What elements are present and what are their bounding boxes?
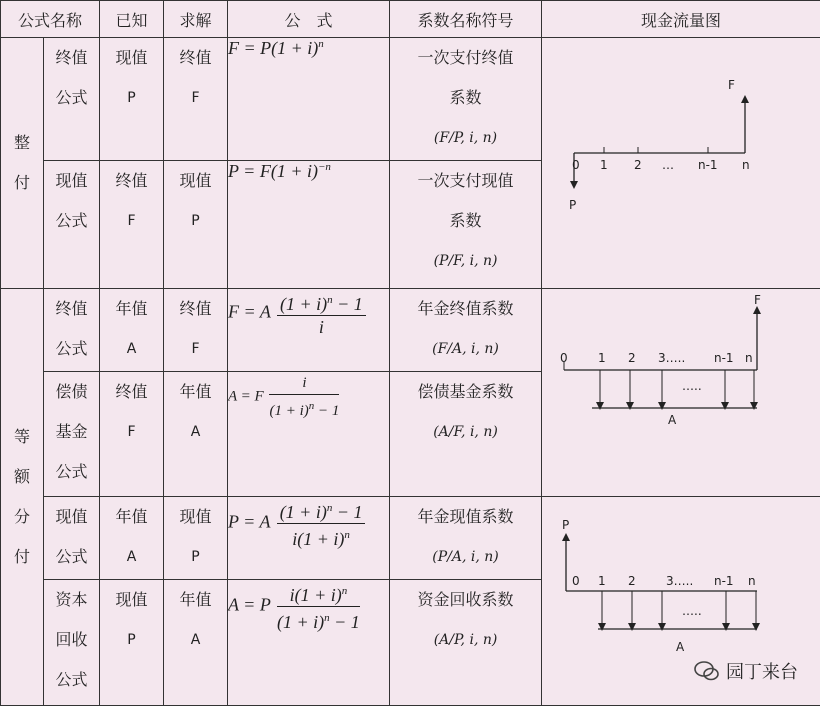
row-coef: 年金终值系数 (F/A, i, n) xyxy=(390,289,542,372)
svg-text:0: 0 xyxy=(572,573,580,588)
row-coef: 偿债基金系数 (A/F, i, n) xyxy=(390,371,542,496)
watermark xyxy=(694,658,798,684)
svg-text:0: 0 xyxy=(560,351,568,366)
row-formula: F = A $\frac{(1 + i)^n - 1}{i}$ xyxy=(228,289,390,372)
row-formula: A = F $\frac{i}{(1 + i)^n - 1}$ xyxy=(228,371,390,496)
header-coef: 系数名称符号 xyxy=(390,1,542,38)
row-formula: $F = P(1 + i)^n$ xyxy=(228,38,390,160)
cashflow-diagram-single xyxy=(542,41,820,281)
diagram-label-bottom: A xyxy=(668,413,677,428)
svg-text:3…..: 3….. xyxy=(658,351,686,366)
svg-text:1: 1 xyxy=(598,351,606,366)
svg-text:n-1: n-1 xyxy=(698,158,718,173)
diagram-label-top: F xyxy=(754,293,761,308)
diagram-label-bottom: P xyxy=(569,198,577,213)
table-row xyxy=(1,496,820,579)
row-formula: A = P $\frac{i(1 + i)^n}{(1 + i)^n - 1}$ xyxy=(228,579,390,705)
header-formula: 公 式 xyxy=(228,1,390,38)
row-coef: 一次支付终值 系数 (F/P, i, n) xyxy=(390,38,542,160)
svg-text:1: 1 xyxy=(600,158,608,173)
row-solve: 现值 P xyxy=(164,496,228,579)
row-solve: 终值 F xyxy=(164,38,228,160)
group-label-uniform: 等 额 分 付 xyxy=(1,289,44,706)
row-known: 终值 F xyxy=(100,160,164,288)
cashflow-diagram-annuity-future xyxy=(542,290,820,490)
header-row xyxy=(1,1,820,38)
row-known: 现值 P xyxy=(100,579,164,705)
svg-text:n: n xyxy=(748,573,756,588)
svg-text:n-1: n-1 xyxy=(714,351,734,366)
svg-text:1: 1 xyxy=(598,573,606,588)
row-coef: 一次支付现值 系数 (P/F, i, n) xyxy=(390,160,542,288)
row-name: 现值 公式 xyxy=(44,496,100,579)
svg-text:2: 2 xyxy=(628,573,636,588)
row-solve: 年值 A xyxy=(164,579,228,705)
header-known: 已知 xyxy=(100,1,164,38)
row-name: 现值 公式 xyxy=(44,160,100,288)
header-diagram: 现金流量图 xyxy=(542,1,820,38)
watermark-text: 园丁来台 xyxy=(726,662,798,683)
row-known: 现值 P xyxy=(100,38,164,160)
row-formula: $P = F(1 + i)^{-n}$ xyxy=(228,160,390,288)
row-solve: 年值 A xyxy=(164,371,228,496)
svg-text:2: 2 xyxy=(628,351,636,366)
row-name: 偿债 基金 公式 xyxy=(44,371,100,496)
row-coef: 资金回收系数 (A/P, i, n) xyxy=(390,579,542,705)
svg-text:2: 2 xyxy=(634,158,642,173)
svg-text:3…..: 3….. xyxy=(666,573,694,588)
svg-text:0: 0 xyxy=(572,158,580,173)
row-name: 资本 回收 公式 xyxy=(44,579,100,705)
cashflow-diagram-future-cell xyxy=(542,289,820,496)
svg-text:…..: ….. xyxy=(682,603,702,618)
row-solve: 终值 F xyxy=(164,289,228,372)
svg-text:n: n xyxy=(745,351,753,366)
row-known: 年值 A xyxy=(100,289,164,372)
svg-text:…..: ….. xyxy=(682,379,702,394)
diagram-label-top: P xyxy=(562,517,570,532)
table-row xyxy=(1,38,820,160)
cashflow-diagram-single-cell xyxy=(542,38,820,289)
table-row xyxy=(1,289,820,372)
header-name: 公式名称 xyxy=(1,1,100,38)
row-solve: 现值 P xyxy=(164,160,228,288)
svg-text:…: … xyxy=(662,158,675,173)
header-solve: 求解 xyxy=(164,1,228,38)
row-name: 终值 公式 xyxy=(44,289,100,372)
group-label-lump: 整 付 xyxy=(1,38,44,289)
row-formula: P = A $\frac{(1 + i)^n - 1}{i(1 + i)^n}$ xyxy=(228,496,390,579)
wechat-icon xyxy=(694,660,720,682)
row-known: 终值 F xyxy=(100,371,164,496)
svg-text:n-1: n-1 xyxy=(714,573,734,588)
row-coef: 年金现值系数 (P/A, i, n) xyxy=(390,496,542,579)
diagram-label-top: F xyxy=(728,78,735,93)
svg-text:n: n xyxy=(742,158,750,173)
row-known: 年值 A xyxy=(100,496,164,579)
diagram-label-bottom: A xyxy=(676,639,685,654)
row-name: 终值 公式 xyxy=(44,38,100,160)
